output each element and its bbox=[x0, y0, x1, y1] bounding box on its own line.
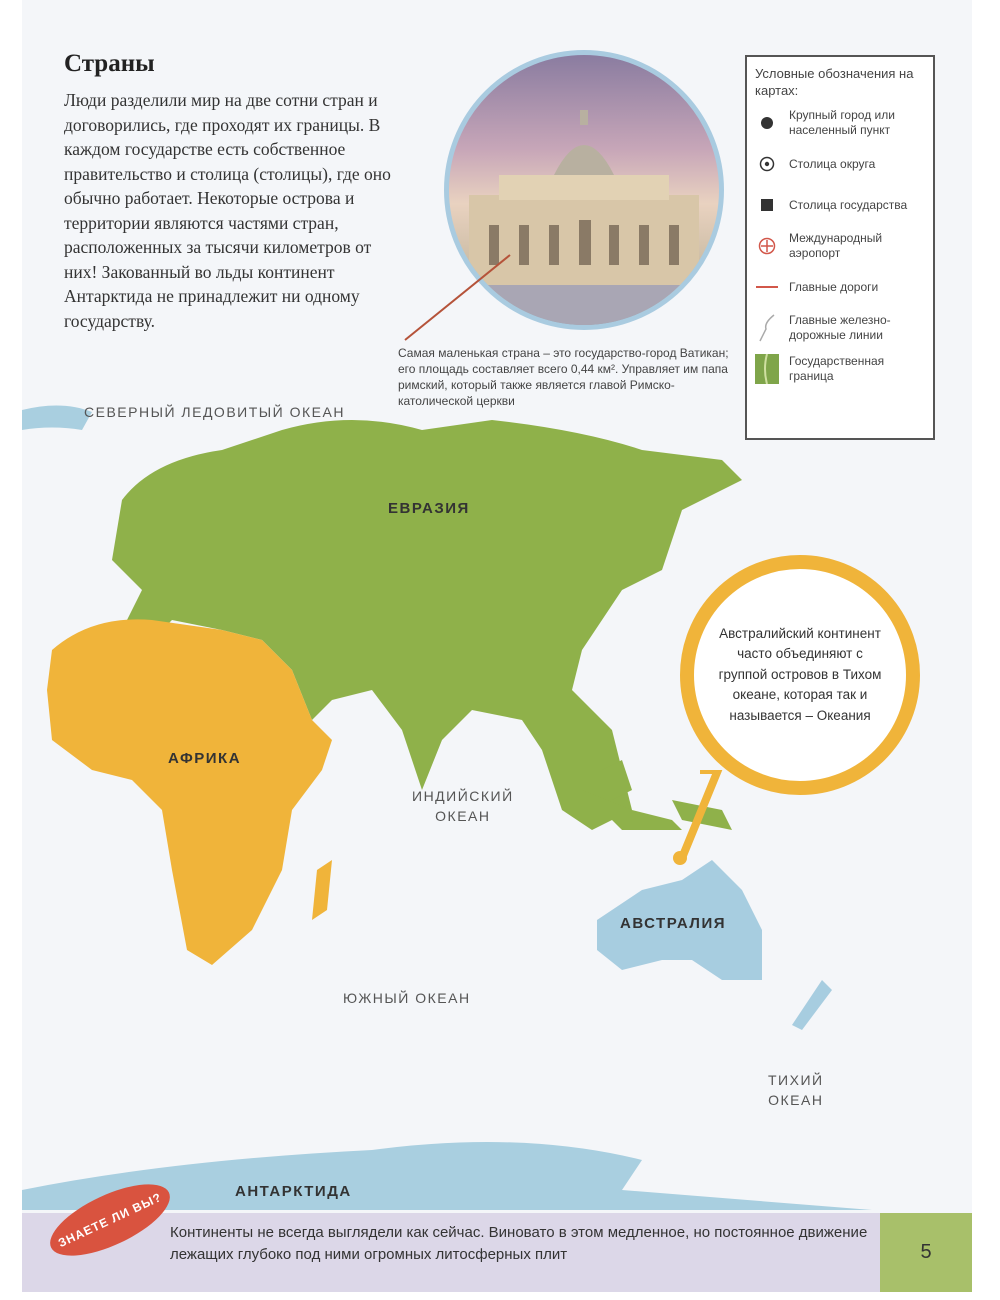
arctic-ice bbox=[22, 405, 92, 430]
page-number: 5 bbox=[880, 1213, 972, 1292]
africa-label: АФРИКА bbox=[168, 750, 242, 767]
eurasia-label: ЕВРАЗИЯ bbox=[388, 500, 470, 517]
legend-title: Условные обозначения на картах: bbox=[755, 66, 914, 98]
intro-text: Люди разделили мир на две сотни стран и договорились, где проходят их границы. В каждом государстве есть собственное правительство и столица (столицы), где оно обычно работает. Некоторые острова и территории являются частями стран, расположенных за тысячи километров от них! Закованный во льды континент Антарктида не принадлежит ни одному государству. bbox=[64, 90, 391, 331]
southern-ocean-label: ЮЖНЫЙ ОКЕАН bbox=[343, 990, 471, 1006]
oceania-callout: Австралийский континент часто объединяют с группой островов в Тихом океане, которая так и называется – Океания bbox=[680, 555, 920, 795]
fact-text: Континенты не всегда выглядели как сейчас. Виновато в этом медленное, но постоянное движение лежащих глубоко под ними огромных литосферных плит bbox=[170, 1224, 868, 1263]
page-title: Страны bbox=[64, 50, 155, 77]
airport-icon bbox=[755, 237, 779, 255]
legend-item: Столица округа bbox=[755, 148, 925, 180]
caption-pointer-line bbox=[400, 250, 520, 350]
legend-item: Главные дороги bbox=[755, 271, 925, 303]
antarctica-label: АНТАРКТИДА bbox=[235, 1183, 352, 1200]
arctic-ocean-label: СЕВЕРНЫЙ ЛЕДОВИТЫЙ ОКЕАН bbox=[84, 404, 345, 420]
new-zealand-shape bbox=[792, 980, 832, 1030]
railway-icon bbox=[755, 313, 779, 343]
indian-ocean-label: ИНДИЙСКИЙ ОКЕАН bbox=[412, 788, 514, 824]
did-you-know-badge: ЗНАЕТЕ ЛИ ВЫ? bbox=[41, 1170, 180, 1270]
legend-item: Столица государства bbox=[755, 189, 925, 221]
map-legend bbox=[745, 55, 935, 440]
australia-label: АВСТРАЛИЯ bbox=[620, 915, 727, 932]
pacific-ocean-label: ТИХИЙ ОКЕАН bbox=[768, 1072, 824, 1108]
state-capital-icon bbox=[755, 198, 779, 212]
legend-item: Крупный город или населенный пункт bbox=[755, 107, 925, 139]
africa-shape bbox=[47, 619, 332, 965]
district-capital-icon bbox=[755, 156, 779, 172]
callout-pointer bbox=[670, 770, 730, 870]
legend-item: Государственная граница bbox=[755, 353, 925, 385]
large-city-icon bbox=[755, 116, 779, 130]
state-border-icon bbox=[755, 354, 779, 384]
photo-caption: Самая маленькая страна – это государство-город Ватикан; его площадь составляет всего 0,44 км². Управляет им папа римский, который также является главой Римско-католической церкви bbox=[398, 346, 729, 408]
madagascar-shape bbox=[312, 860, 332, 920]
legend-item: Международный аэропорт bbox=[755, 230, 925, 262]
main-road-icon bbox=[755, 284, 779, 290]
legend-item: Главные железно-дорожные линии bbox=[755, 312, 925, 344]
